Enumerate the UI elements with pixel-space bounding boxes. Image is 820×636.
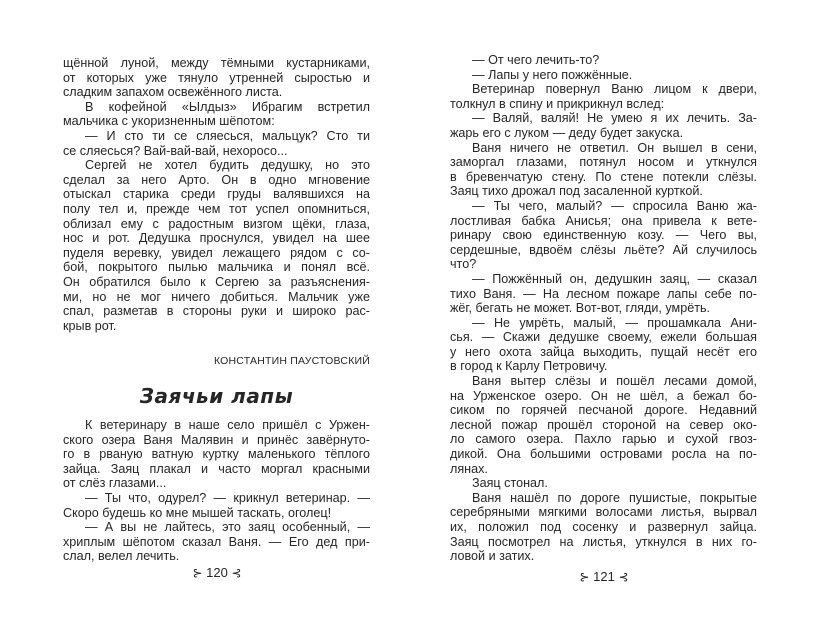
text-line: — И сто ти се сляесься, мальцук? Сто ти bbox=[85, 128, 370, 143]
text-line: заморгал глазами, потянул носом и уткнулся bbox=[450, 155, 757, 170]
text-line: их, положил под сосенку и развернул зайца. bbox=[450, 520, 757, 534]
text-line: серебряными мягкими волосами листья, вырвал bbox=[450, 505, 757, 520]
text-line: жёг, бегать не может. Вот-вот, гляди, умрёть. bbox=[450, 301, 711, 316]
text-line: — Пожжённый он, дедушкин заяц, — сказал bbox=[472, 271, 757, 286]
text-line: лянах. bbox=[450, 461, 488, 476]
text-line: ринару свою единственную козу. — Чего вы, bbox=[450, 228, 757, 243]
paragraph bbox=[63, 520, 370, 564]
text-line: дикой. Она большими островами росла на по- bbox=[450, 447, 757, 462]
text-line: Заяц посмотрел на листья, уткнулся в них го- bbox=[450, 534, 757, 549]
paragraph bbox=[450, 111, 757, 140]
text-line: лостливая бабка Анисья; она привела к вете- bbox=[450, 213, 757, 228]
text-line: толкнул в спину и прикрикнул вслед: bbox=[450, 96, 665, 111]
text-line: отыскал старика среди груды валявшихся на bbox=[63, 187, 370, 202]
story-text bbox=[63, 418, 370, 564]
ornament-left-icon: ⊱ bbox=[192, 566, 203, 580]
text-line: в бревенчатую стену. По стене потекли слёзы. bbox=[450, 169, 757, 184]
right-page-text bbox=[450, 53, 757, 564]
text-line: от которых уже тянуло утренней сыростью и bbox=[63, 70, 370, 85]
text-line: — Ты чего, малый? — спросила Ваню жа- bbox=[472, 198, 757, 213]
text-line: Заяц стонал. bbox=[472, 476, 548, 491]
paragraph bbox=[450, 82, 757, 111]
text-line: жарь его с луком — деду будет закуска. bbox=[450, 125, 684, 140]
paragraph bbox=[450, 476, 757, 491]
text-line: — Ты что, одурел? — крикнул ветеринар. — bbox=[85, 490, 370, 505]
paragraph bbox=[63, 100, 370, 129]
text-line: сделал за него Арто. Он в одно мгновение bbox=[63, 172, 370, 187]
paragraph bbox=[450, 491, 757, 564]
paragraph bbox=[450, 68, 757, 83]
paragraph bbox=[450, 199, 757, 272]
text-line: сладким запахом освежённого листа. bbox=[63, 85, 283, 100]
ornament-right-icon: ⊰ bbox=[618, 570, 629, 584]
paragraph bbox=[63, 491, 370, 520]
text-line: Заяц тихо дрожал под засаленной курткой. bbox=[450, 184, 703, 199]
text-line: ловой и затих. bbox=[450, 549, 535, 564]
text-line: что? bbox=[450, 257, 477, 272]
text-line: облизал ему с радостным визгом щёки, глаза, bbox=[63, 216, 370, 231]
text-line: полу тел и, прежде чем тот успел опомниться, bbox=[63, 201, 370, 216]
text-line: на Урженское озеро. Он не шёл, а бежал бо- bbox=[450, 388, 757, 403]
story-title: Заячьи лапы bbox=[139, 384, 294, 408]
paragraph bbox=[450, 53, 757, 68]
text-line: Ваня вытер слёзы и пошёл лесами домой, bbox=[472, 374, 757, 389]
text-line: сья. — Скажи дедушке своему, ежели большая bbox=[450, 330, 757, 345]
author-name: КОНСТАНТИН ПАУСТОВСКИЙ bbox=[213, 355, 370, 367]
paragraph bbox=[450, 316, 757, 374]
text-line: лесной пожар прошёл стороной на север око- bbox=[450, 417, 757, 432]
paragraph bbox=[63, 56, 370, 100]
text-line: спал, разметав в стороны руки и широко рас- bbox=[63, 304, 370, 319]
text-line: сердешные, вдвоём слёзы льёте? Ай случилось bbox=[450, 242, 757, 257]
text-line: ского озера Ваня Малявин и принёс завёрнуто- bbox=[63, 432, 370, 447]
text-line: у него охота зайца выходить, пущай несёт его bbox=[450, 344, 757, 359]
text-line: Сергей не хотел будить дедушку, но это bbox=[85, 158, 370, 173]
text-line: се сляесься? Вай-вай-вай, нехоросо... bbox=[63, 143, 288, 158]
text-line: щённой луной, между тёмными кустарниками, bbox=[63, 56, 370, 70]
text-line: зайца. Заяц плакал и часто моргал красными bbox=[63, 461, 370, 476]
paragraph bbox=[63, 418, 370, 491]
text-line: нос и рот. Дедушка проснулся, увидел на шее bbox=[63, 231, 370, 246]
paragraph bbox=[450, 374, 757, 476]
paragraph bbox=[450, 272, 757, 316]
text-line: Он обратился было к Сергею за разъяснения- bbox=[63, 274, 370, 289]
text-line: Ваня нашёл по дороге пушистые, покрытые bbox=[472, 490, 757, 505]
text-line: Скоро будешь ко мне мышей таскать, оголец! bbox=[63, 505, 332, 520]
text-line: — От чего лечить-то? bbox=[472, 53, 600, 67]
right-page bbox=[410, 0, 820, 636]
text-line: пуделя веревку, увидел лежащего рядом с со- bbox=[63, 245, 370, 260]
page-number-left bbox=[157, 565, 277, 580]
page-number-value: 121 bbox=[593, 569, 615, 584]
text-line: Ваня ничего не ответил. Он вышел в сени, bbox=[472, 140, 757, 155]
text-line: от слёз глазами... bbox=[63, 476, 167, 491]
paragraph bbox=[63, 158, 370, 333]
text-line: ми, но не мог ничего добиться. Мальчик уже bbox=[63, 289, 370, 304]
text-line: в город к Карлу Петровичу. bbox=[450, 359, 608, 374]
text-line: го в рваную ватную куртку маленького тёплого bbox=[63, 447, 370, 462]
text-line: тихо Ваня. — На лесном пожаре лапы себе по- bbox=[450, 286, 757, 301]
text-line: — Лапы у него пожжённые. bbox=[472, 67, 633, 82]
text-line: крыв рот. bbox=[63, 318, 117, 333]
text-line: — А вы не лайтесь, это заяц особенный, — bbox=[85, 520, 370, 535]
text-line: сиком по горячей песчаной дороге. Недавний bbox=[450, 403, 757, 418]
text-line: К ветеринару в наше село пришёл с Уржен- bbox=[85, 418, 370, 432]
text-line: ло самого озера. Пахло гарью и сухой гвоз- bbox=[450, 432, 757, 447]
text-line: — Валяй, валяй! Не умею я их лечить. За- bbox=[472, 111, 757, 126]
text-line: мальчика с укоризненным шёпотом: bbox=[63, 114, 275, 129]
left-page-text bbox=[63, 56, 370, 333]
paragraph bbox=[63, 129, 370, 158]
ornament-left-icon: ⊱ bbox=[579, 570, 590, 584]
text-line: В кофейной «Ылдыз» Ибрагим встретил bbox=[85, 99, 370, 114]
text-line: слал, велел лечить. bbox=[63, 549, 180, 564]
text-line: Ветеринар повернул Ваню лицом к двери, bbox=[472, 82, 757, 97]
ornament-right-icon: ⊰ bbox=[231, 566, 242, 580]
text-line: — Не умрёть, малый, — прошамкала Ани- bbox=[472, 315, 757, 330]
text-line: хриплым шёпотом сказал Ваня. — Его дед при- bbox=[63, 534, 370, 549]
paragraph bbox=[450, 141, 757, 199]
text-line: бой, покрытого пылью мальчика и понял всё. bbox=[63, 260, 370, 275]
page-number-right bbox=[544, 569, 664, 584]
page-number-value: 120 bbox=[206, 565, 228, 580]
